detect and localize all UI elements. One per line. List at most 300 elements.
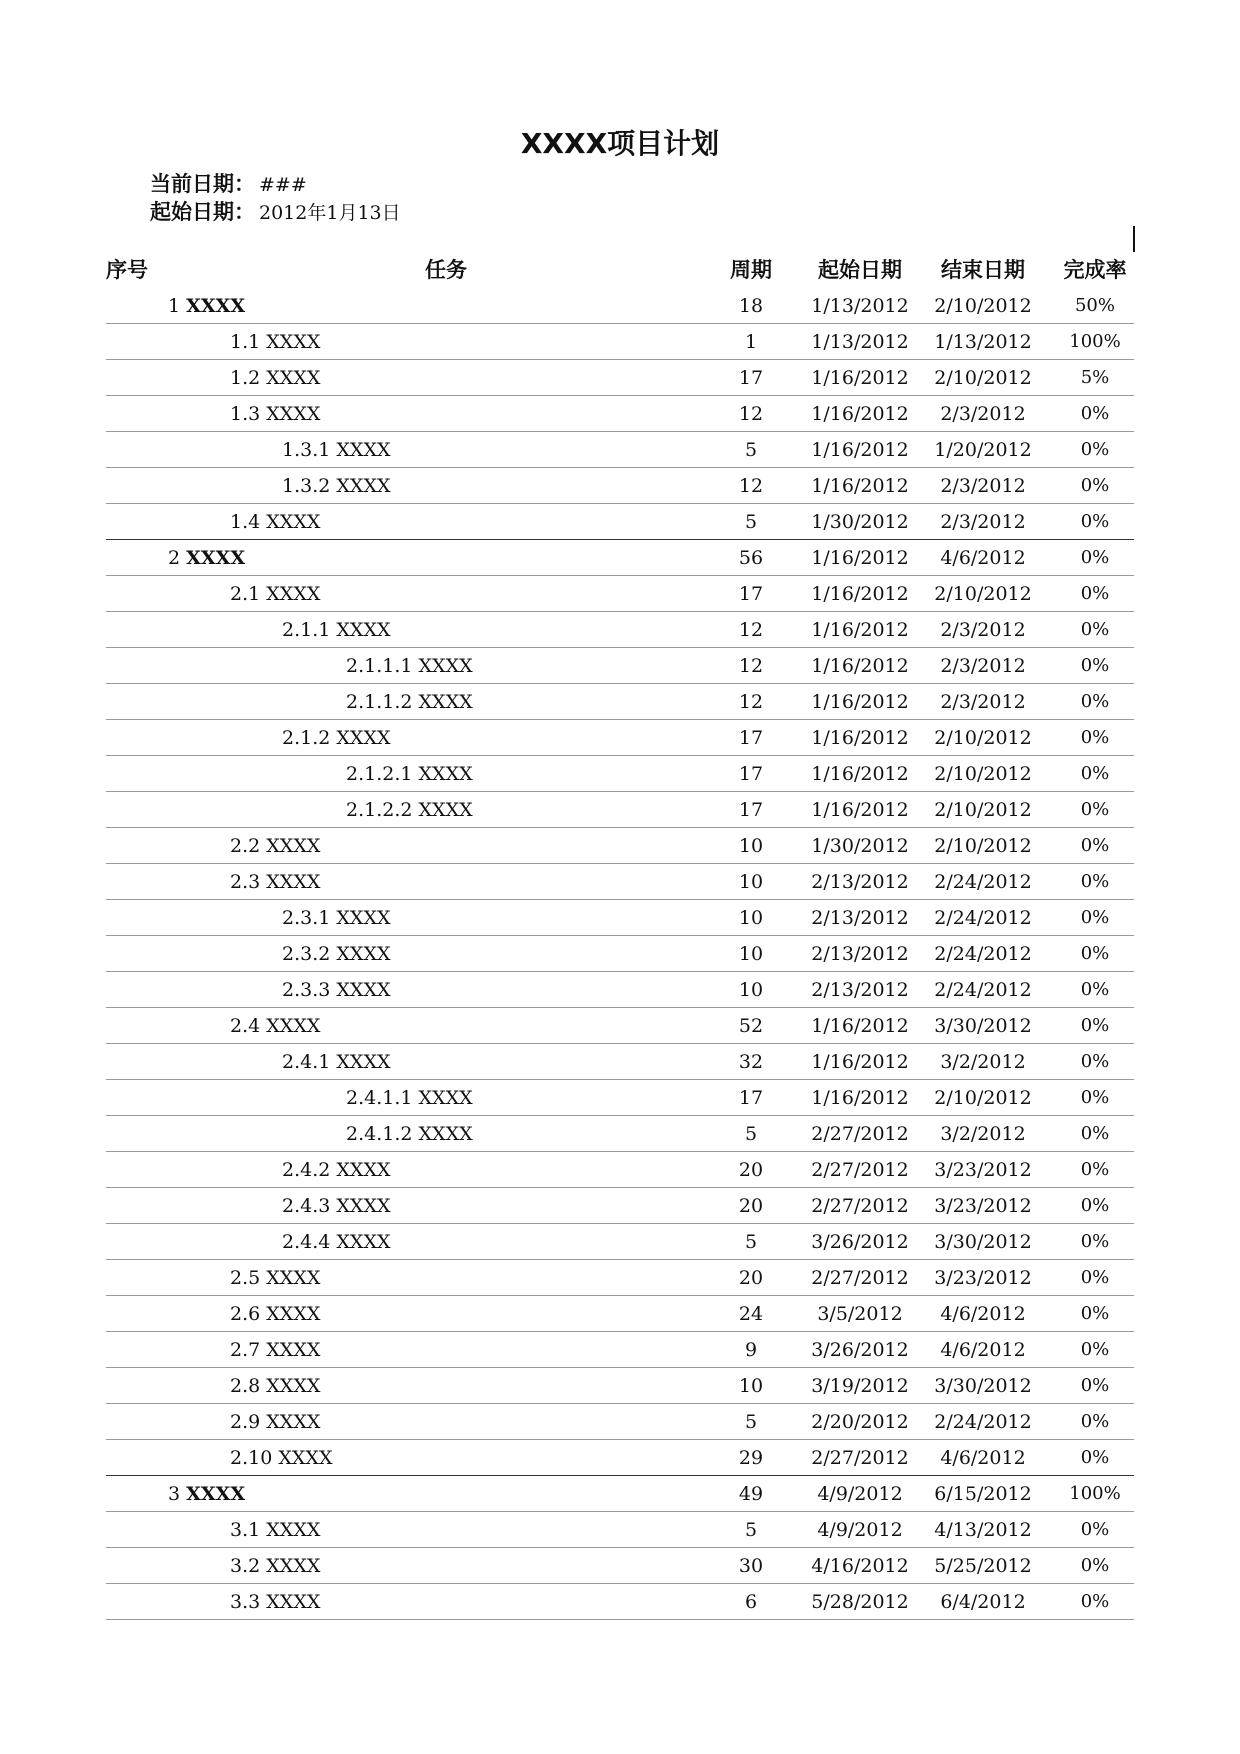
task-cell[interactable] xyxy=(230,396,320,432)
end-date-cell[interactable]: 3/2/2012 xyxy=(940,1123,1026,1145)
header-start-date[interactable]: 起始日期 xyxy=(818,258,902,282)
task-number: 1.3 xyxy=(230,403,261,425)
duration-cell[interactable]: 20 xyxy=(738,1195,764,1217)
duration-cell[interactable]: 5 xyxy=(744,1411,758,1433)
end-date-cell[interactable]: 1/20/2012 xyxy=(934,439,1032,461)
start-date-line xyxy=(150,198,401,227)
task-number: 1.3.2 xyxy=(282,475,331,497)
end-date-cell[interactable]: 2/10/2012 xyxy=(934,367,1032,389)
task-name: XXXX xyxy=(266,1375,321,1397)
start-date-cell[interactable]: 4/9/2012 xyxy=(817,1519,903,1541)
end-date-cell[interactable]: 2/10/2012 xyxy=(934,1087,1032,1109)
start-date-cell[interactable]: 3/26/2012 xyxy=(811,1339,909,1361)
start-date-cell[interactable]: 1/16/2012 xyxy=(811,547,909,569)
duration-cell[interactable]: 20 xyxy=(738,1267,764,1289)
start-date-cell[interactable]: 2/20/2012 xyxy=(811,1411,909,1433)
duration-cell[interactable]: 17 xyxy=(738,727,764,749)
table-row[interactable] xyxy=(106,612,1134,648)
table-row[interactable] xyxy=(106,1116,1134,1152)
table-row[interactable] xyxy=(106,1440,1134,1476)
end-date-cell[interactable]: 2/3/2012 xyxy=(940,475,1026,497)
completion-cell[interactable]: 0% xyxy=(1080,1231,1110,1252)
table-row[interactable] xyxy=(106,396,1134,432)
table-row[interactable] xyxy=(106,720,1134,756)
start-date-value[interactable]: 2012年1月13日 xyxy=(259,202,401,224)
start-date-cell[interactable]: 2/27/2012 xyxy=(811,1447,909,1469)
table-row[interactable] xyxy=(106,1260,1134,1296)
task-number: 1.4 xyxy=(230,511,261,533)
task-cell[interactable] xyxy=(282,900,391,936)
header-end-date[interactable]: 结束日期 xyxy=(941,258,1025,282)
completion-cell[interactable]: 0% xyxy=(1080,439,1110,460)
table-row[interactable] xyxy=(106,900,1134,936)
end-date-cell[interactable]: 3/2/2012 xyxy=(940,1051,1026,1073)
task-cell[interactable] xyxy=(282,612,391,648)
table-row[interactable] xyxy=(106,1080,1134,1116)
task-cell[interactable] xyxy=(230,1548,320,1584)
start-date-cell[interactable]: 1/30/2012 xyxy=(811,511,909,533)
completion-cell[interactable]: 100% xyxy=(1069,331,1121,352)
task-number: 1 xyxy=(168,295,181,317)
task-cell[interactable] xyxy=(230,1332,320,1368)
start-date-cell[interactable]: 1/16/2012 xyxy=(811,619,909,641)
completion-cell[interactable]: 0% xyxy=(1080,511,1110,532)
start-date-cell[interactable]: 1/16/2012 xyxy=(811,403,909,425)
completion-cell[interactable]: 0% xyxy=(1080,1519,1110,1540)
end-date-cell[interactable]: 2/3/2012 xyxy=(940,403,1026,425)
task-cell[interactable] xyxy=(346,756,473,792)
task-number: 2.4.2 xyxy=(282,1159,331,1181)
end-date-cell[interactable]: 3/23/2012 xyxy=(934,1267,1032,1289)
table-row[interactable] xyxy=(106,972,1134,1008)
start-date-cell[interactable]: 1/16/2012 xyxy=(811,439,909,461)
task-name: XXXX xyxy=(336,619,391,641)
task-name: XXXX xyxy=(336,943,391,965)
table-row[interactable] xyxy=(106,756,1134,792)
task-number: 2.8 xyxy=(230,1375,261,1397)
task-cell[interactable] xyxy=(230,324,320,360)
duration-cell[interactable]: 12 xyxy=(738,691,764,713)
task-name: XXXX xyxy=(266,1339,321,1361)
table-row[interactable] xyxy=(106,468,1134,504)
task-name: XXXX xyxy=(266,1411,321,1433)
task-name: XXXX xyxy=(418,1123,473,1145)
end-date-cell[interactable]: 3/23/2012 xyxy=(934,1195,1032,1217)
task-cell[interactable] xyxy=(346,792,473,828)
task-cell[interactable] xyxy=(230,504,320,540)
task-name: XXXX xyxy=(266,583,321,605)
table-row[interactable] xyxy=(106,1332,1134,1368)
task-cell[interactable] xyxy=(230,828,320,864)
end-date-cell[interactable]: 6/4/2012 xyxy=(940,1591,1026,1613)
task-cell[interactable] xyxy=(282,1188,391,1224)
task-number: 1.3.1 xyxy=(282,439,331,461)
completion-cell[interactable]: 0% xyxy=(1080,979,1110,1000)
start-date-cell[interactable]: 2/13/2012 xyxy=(811,943,909,965)
completion-cell[interactable]: 0% xyxy=(1080,1591,1110,1612)
completion-cell[interactable]: 0% xyxy=(1080,1555,1110,1576)
task-number: 1.1 xyxy=(230,331,261,353)
task-cell[interactable] xyxy=(230,1404,320,1440)
table-header-row xyxy=(106,252,1134,288)
end-date-cell[interactable]: 2/10/2012 xyxy=(934,835,1032,857)
task-cell[interactable] xyxy=(282,972,391,1008)
task-number: 2.4.3 xyxy=(282,1195,331,1217)
task-cell[interactable] xyxy=(168,540,245,576)
completion-cell[interactable]: 0% xyxy=(1080,475,1110,496)
duration-cell[interactable]: 32 xyxy=(738,1051,764,1073)
table-row[interactable] xyxy=(106,324,1134,360)
completion-cell[interactable]: 0% xyxy=(1080,1087,1110,1108)
task-cell[interactable] xyxy=(230,1584,320,1620)
completion-cell[interactable]: 0% xyxy=(1080,547,1110,568)
start-date-cell[interactable]: 1/16/2012 xyxy=(811,763,909,785)
duration-cell[interactable]: 18 xyxy=(738,295,764,317)
current-date-label: 当前日期： xyxy=(150,172,255,196)
task-name: XXXX xyxy=(266,1591,321,1613)
task-cell[interactable] xyxy=(230,864,320,900)
table-row[interactable] xyxy=(106,648,1134,684)
end-date-cell[interactable]: 3/30/2012 xyxy=(934,1015,1032,1037)
end-date-cell[interactable]: 4/6/2012 xyxy=(940,1447,1026,1469)
table-row[interactable] xyxy=(106,288,1134,324)
table-row[interactable] xyxy=(106,1404,1134,1440)
task-name: XXXX xyxy=(266,871,321,893)
end-date-cell[interactable]: 2/24/2012 xyxy=(934,871,1032,893)
end-date-cell[interactable]: 2/24/2012 xyxy=(934,979,1032,1001)
end-date-cell[interactable]: 2/10/2012 xyxy=(934,295,1032,317)
duration-cell[interactable]: 10 xyxy=(738,943,764,965)
end-date-cell[interactable]: 2/3/2012 xyxy=(940,655,1026,677)
duration-cell[interactable]: 10 xyxy=(738,835,764,857)
task-name: XXXX xyxy=(418,1087,473,1109)
end-date-cell[interactable]: 2/3/2012 xyxy=(940,691,1026,713)
completion-cell[interactable]: 0% xyxy=(1080,583,1110,604)
start-date-cell[interactable]: 3/26/2012 xyxy=(811,1231,909,1253)
duration-cell[interactable]: 12 xyxy=(738,619,764,641)
start-date-cell[interactable]: 2/27/2012 xyxy=(811,1195,909,1217)
task-cell[interactable] xyxy=(346,1116,473,1152)
completion-cell[interactable]: 0% xyxy=(1080,1123,1110,1144)
table-row[interactable] xyxy=(106,1584,1134,1620)
cell-cursor xyxy=(1133,226,1135,252)
task-number: 2.10 xyxy=(230,1447,273,1469)
task-name: XXXX xyxy=(336,907,391,929)
task-cell[interactable] xyxy=(230,1368,320,1404)
start-date-cell[interactable]: 3/5/2012 xyxy=(817,1303,903,1325)
completion-cell[interactable]: 50% xyxy=(1074,295,1115,316)
current-date-value[interactable]: ### xyxy=(259,174,307,196)
task-number: 2.1.2.1 xyxy=(346,763,413,785)
table-row[interactable] xyxy=(106,432,1134,468)
completion-cell[interactable]: 0% xyxy=(1080,1303,1110,1324)
task-name: XXXX xyxy=(266,835,321,857)
task-number: 2.4 xyxy=(230,1015,261,1037)
task-name: XXXX xyxy=(266,1555,321,1577)
duration-cell[interactable]: 5 xyxy=(744,1231,758,1253)
table-row[interactable] xyxy=(106,1512,1134,1548)
table-row[interactable] xyxy=(106,504,1134,540)
task-name: XXXX xyxy=(186,1483,246,1505)
page-title: XXXX项目计划 xyxy=(520,127,720,160)
duration-cell[interactable]: 5 xyxy=(744,511,758,533)
start-date-cell[interactable]: 2/13/2012 xyxy=(811,907,909,929)
start-date-cell[interactable]: 1/30/2012 xyxy=(811,835,909,857)
task-number: 2.1.1 xyxy=(282,619,331,641)
completion-cell[interactable]: 0% xyxy=(1080,943,1110,964)
task-cell[interactable] xyxy=(282,1044,391,1080)
completion-cell[interactable]: 0% xyxy=(1080,1015,1110,1036)
table-row[interactable] xyxy=(106,1296,1134,1332)
duration-cell[interactable]: 17 xyxy=(738,763,764,785)
task-name: XXXX xyxy=(336,1159,391,1181)
table-row[interactable] xyxy=(106,1476,1134,1512)
table-row[interactable] xyxy=(106,1152,1134,1188)
duration-cell[interactable]: 29 xyxy=(738,1447,764,1469)
end-date-cell[interactable]: 2/3/2012 xyxy=(940,619,1026,641)
task-cell[interactable] xyxy=(346,648,473,684)
completion-cell[interactable]: 0% xyxy=(1080,1339,1110,1360)
completion-cell[interactable]: 0% xyxy=(1080,835,1110,856)
task-number: 2.9 xyxy=(230,1411,261,1433)
start-date-cell[interactable]: 1/13/2012 xyxy=(811,295,909,317)
task-number: 3 xyxy=(168,1483,181,1505)
table-row[interactable] xyxy=(106,1224,1134,1260)
start-date-cell[interactable]: 3/19/2012 xyxy=(811,1375,909,1397)
duration-cell[interactable]: 12 xyxy=(738,655,764,677)
completion-cell[interactable]: 0% xyxy=(1080,871,1110,892)
start-date-cell[interactable]: 2/27/2012 xyxy=(811,1123,909,1145)
start-date-cell[interactable]: 4/16/2012 xyxy=(811,1555,909,1577)
header-task[interactable]: 任务 xyxy=(425,258,467,282)
duration-cell[interactable]: 30 xyxy=(738,1555,764,1577)
completion-cell[interactable]: 0% xyxy=(1080,1159,1110,1180)
task-name: XXXX xyxy=(418,763,473,785)
completion-cell[interactable]: 0% xyxy=(1080,691,1110,712)
start-date-cell[interactable]: 1/16/2012 xyxy=(811,727,909,749)
duration-cell[interactable]: 12 xyxy=(738,475,764,497)
task-number: 1.2 xyxy=(230,367,261,389)
end-date-cell[interactable]: 2/10/2012 xyxy=(934,583,1032,605)
start-date-cell[interactable]: 1/16/2012 xyxy=(811,1087,909,1109)
duration-cell[interactable]: 6 xyxy=(744,1591,758,1613)
task-number: 2.3 xyxy=(230,871,261,893)
duration-cell[interactable]: 10 xyxy=(738,979,764,1001)
end-date-cell[interactable]: 2/10/2012 xyxy=(934,727,1032,749)
end-date-cell[interactable]: 1/13/2012 xyxy=(934,331,1032,353)
completion-cell[interactable]: 0% xyxy=(1080,1195,1110,1216)
task-name: XXXX xyxy=(418,799,473,821)
task-number: 2.6 xyxy=(230,1303,261,1325)
end-date-cell[interactable]: 6/15/2012 xyxy=(934,1483,1032,1505)
task-name: XXXX xyxy=(336,1051,391,1073)
table-row[interactable] xyxy=(106,684,1134,720)
completion-cell[interactable]: 0% xyxy=(1080,1375,1110,1396)
start-date-cell[interactable]: 2/13/2012 xyxy=(811,979,909,1001)
completion-cell[interactable]: 0% xyxy=(1080,1051,1110,1072)
start-date-cell[interactable]: 1/16/2012 xyxy=(811,475,909,497)
completion-cell[interactable]: 0% xyxy=(1080,907,1110,928)
duration-cell[interactable]: 20 xyxy=(738,1159,764,1181)
end-date-cell[interactable]: 4/6/2012 xyxy=(940,1303,1026,1325)
table-row[interactable] xyxy=(106,576,1134,612)
completion-cell[interactable]: 5% xyxy=(1080,367,1110,388)
task-cell[interactable] xyxy=(346,684,473,720)
duration-cell[interactable]: 9 xyxy=(744,1339,758,1361)
end-date-cell[interactable]: 5/25/2012 xyxy=(934,1555,1032,1577)
end-date-cell[interactable]: 2/10/2012 xyxy=(934,799,1032,821)
task-cell[interactable] xyxy=(230,1260,320,1296)
task-cell[interactable] xyxy=(346,1080,473,1116)
start-date-cell[interactable]: 1/16/2012 xyxy=(811,655,909,677)
task-cell[interactable] xyxy=(282,1224,391,1260)
task-number: 2.4.1 xyxy=(282,1051,331,1073)
task-cell[interactable] xyxy=(282,468,391,504)
start-date-cell[interactable]: 1/16/2012 xyxy=(811,367,909,389)
task-cell[interactable] xyxy=(230,1440,332,1476)
table-row[interactable] xyxy=(106,1188,1134,1224)
task-cell[interactable] xyxy=(230,1008,320,1044)
end-date-cell[interactable]: 3/23/2012 xyxy=(934,1159,1032,1181)
table-row[interactable] xyxy=(106,540,1134,576)
task-name: XXXX xyxy=(336,1231,391,1253)
completion-cell[interactable]: 0% xyxy=(1080,799,1110,820)
task-number: 2.1.1.1 xyxy=(346,655,413,677)
task-cell[interactable] xyxy=(230,360,320,396)
completion-cell[interactable]: 0% xyxy=(1080,619,1110,640)
completion-cell[interactable]: 0% xyxy=(1080,727,1110,748)
task-cell[interactable] xyxy=(282,1152,391,1188)
task-number: 2.7 xyxy=(230,1339,261,1361)
task-cell[interactable] xyxy=(282,432,391,468)
project-plan-table xyxy=(106,252,1134,1620)
end-date-cell[interactable]: 2/24/2012 xyxy=(934,907,1032,929)
task-number: 2.3.2 xyxy=(282,943,331,965)
table-row[interactable] xyxy=(106,792,1134,828)
start-date-cell[interactable]: 1/16/2012 xyxy=(811,1051,909,1073)
start-date-cell[interactable]: 5/28/2012 xyxy=(811,1591,909,1613)
duration-cell[interactable]: 56 xyxy=(738,547,764,569)
completion-cell[interactable]: 0% xyxy=(1080,1267,1110,1288)
table-row[interactable] xyxy=(106,1548,1134,1584)
start-date-cell[interactable]: 1/16/2012 xyxy=(811,583,909,605)
completion-cell[interactable]: 0% xyxy=(1080,763,1110,784)
table-row[interactable] xyxy=(106,936,1134,972)
task-name: XXXX xyxy=(336,727,391,749)
duration-cell[interactable]: 17 xyxy=(738,367,764,389)
table-row[interactable] xyxy=(106,864,1134,900)
table-row[interactable] xyxy=(106,1368,1134,1404)
end-date-cell[interactable]: 4/6/2012 xyxy=(940,1339,1026,1361)
task-cell[interactable] xyxy=(168,288,245,324)
completion-cell[interactable]: 0% xyxy=(1080,1411,1110,1432)
completion-cell[interactable]: 0% xyxy=(1080,403,1110,424)
duration-cell[interactable]: 49 xyxy=(738,1483,764,1505)
task-name: XXXX xyxy=(266,511,321,533)
completion-cell[interactable]: 0% xyxy=(1080,1447,1110,1468)
start-date-cell[interactable]: 1/16/2012 xyxy=(811,799,909,821)
duration-cell[interactable]: 24 xyxy=(738,1303,764,1325)
start-date-cell[interactable]: 4/9/2012 xyxy=(817,1483,903,1505)
start-date-cell[interactable]: 2/27/2012 xyxy=(811,1159,909,1181)
task-name: XXXX xyxy=(186,547,246,569)
header-seq[interactable]: 序号 xyxy=(106,258,148,282)
task-cell[interactable] xyxy=(230,1512,320,1548)
task-number: 2.1.2 xyxy=(282,727,331,749)
task-number: 2.4.1.2 xyxy=(346,1123,413,1145)
duration-cell[interactable]: 17 xyxy=(738,1087,764,1109)
task-number: 2.4.1.1 xyxy=(346,1087,413,1109)
table-row[interactable] xyxy=(106,360,1134,396)
end-date-cell[interactable]: 3/30/2012 xyxy=(934,1375,1032,1397)
completion-cell[interactable]: 0% xyxy=(1080,655,1110,676)
task-number: 2.3.3 xyxy=(282,979,331,1001)
start-date-cell[interactable]: 1/16/2012 xyxy=(811,691,909,713)
task-number: 2.2 xyxy=(230,835,261,857)
task-name: XXXX xyxy=(418,691,473,713)
duration-cell[interactable]: 52 xyxy=(738,1015,764,1037)
task-cell[interactable] xyxy=(282,720,391,756)
task-cell[interactable] xyxy=(168,1476,245,1512)
duration-cell[interactable]: 17 xyxy=(738,583,764,605)
duration-cell[interactable]: 1 xyxy=(744,331,758,353)
duration-cell[interactable]: 12 xyxy=(738,403,764,425)
task-number: 2.1.2.2 xyxy=(346,799,413,821)
header-completion[interactable]: 完成率 xyxy=(1063,258,1127,282)
start-date-cell[interactable]: 1/16/2012 xyxy=(811,1015,909,1037)
task-cell[interactable] xyxy=(282,936,391,972)
end-date-cell[interactable]: 2/10/2012 xyxy=(934,763,1032,785)
duration-cell[interactable]: 5 xyxy=(744,439,758,461)
task-number: 2.3.1 xyxy=(282,907,331,929)
table-row[interactable] xyxy=(106,1044,1134,1080)
task-number: 2.4.4 xyxy=(282,1231,331,1253)
duration-cell[interactable]: 17 xyxy=(738,799,764,821)
duration-cell[interactable]: 5 xyxy=(744,1519,758,1541)
duration-cell[interactable]: 10 xyxy=(738,871,764,893)
task-cell[interactable] xyxy=(230,576,320,612)
header-duration[interactable]: 周期 xyxy=(730,258,772,282)
task-number: 2.1.1.2 xyxy=(346,691,413,713)
task-name: XXXX xyxy=(266,1267,321,1289)
duration-cell[interactable]: 10 xyxy=(738,907,764,929)
task-name: XXXX xyxy=(266,331,321,353)
end-date-cell[interactable]: 4/6/2012 xyxy=(940,547,1026,569)
task-name: XXXX xyxy=(418,655,473,677)
task-name: XXXX xyxy=(336,475,391,497)
start-date-cell[interactable]: 2/27/2012 xyxy=(811,1267,909,1289)
task-number: 2.1 xyxy=(230,583,261,605)
duration-cell[interactable]: 5 xyxy=(744,1123,758,1145)
end-date-cell[interactable]: 2/24/2012 xyxy=(934,943,1032,965)
end-date-cell[interactable]: 4/13/2012 xyxy=(934,1519,1032,1541)
table-row[interactable] xyxy=(106,1008,1134,1044)
end-date-cell[interactable]: 2/24/2012 xyxy=(934,1411,1032,1433)
start-date-cell[interactable]: 2/13/2012 xyxy=(811,871,909,893)
task-name: XXXX xyxy=(266,1303,321,1325)
task-cell[interactable] xyxy=(230,1296,320,1332)
start-date-cell[interactable]: 1/13/2012 xyxy=(811,331,909,353)
task-name: XXXX xyxy=(266,367,321,389)
completion-cell[interactable]: 100% xyxy=(1069,1483,1121,1504)
task-name: XXXX xyxy=(186,295,246,317)
task-name: XXXX xyxy=(336,439,391,461)
table-row[interactable] xyxy=(106,828,1134,864)
end-date-cell[interactable]: 2/3/2012 xyxy=(940,511,1026,533)
task-number: 3.2 xyxy=(230,1555,261,1577)
end-date-cell[interactable]: 3/30/2012 xyxy=(934,1231,1032,1253)
duration-cell[interactable]: 10 xyxy=(738,1375,764,1397)
